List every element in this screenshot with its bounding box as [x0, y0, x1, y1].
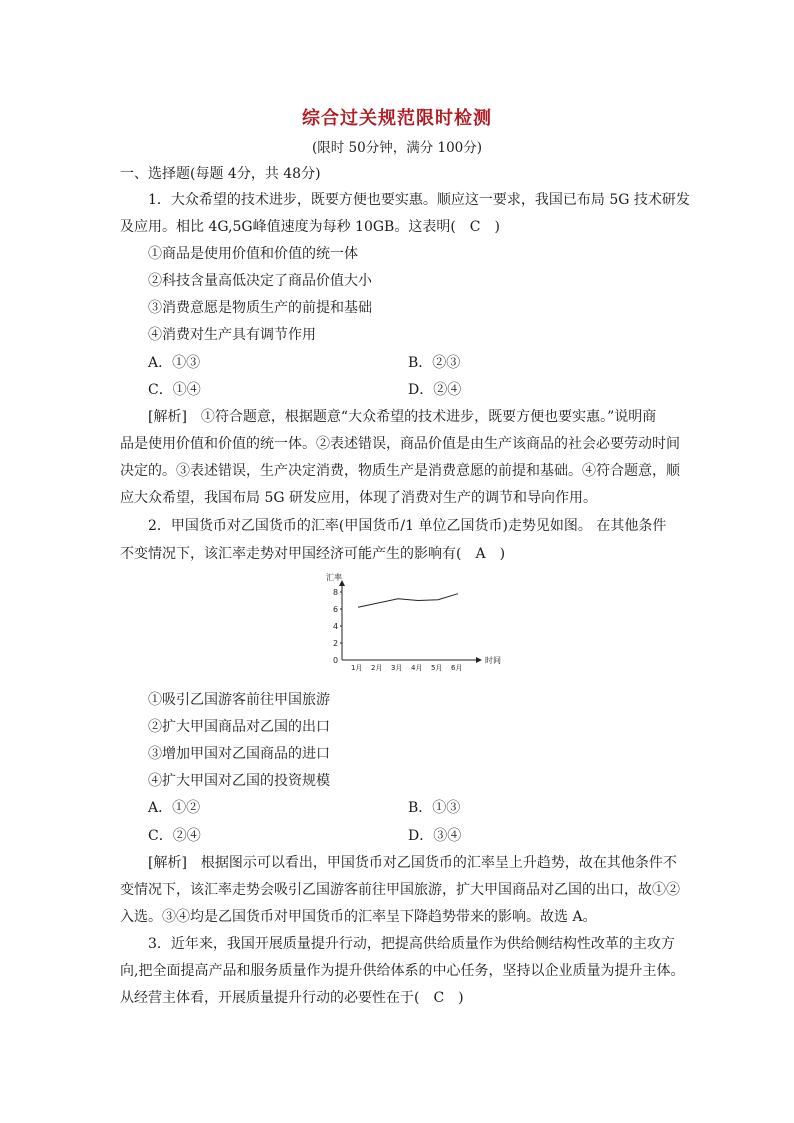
x-tick-label: 6月	[451, 664, 463, 672]
q2-option-b: B．①③	[408, 800, 461, 816]
q2-option-d: D．③④	[408, 828, 462, 844]
q2-explanation: 入选。③④均是乙国货币对甲国货币的汇率呈下降趋势带来的影响。故选 A。	[120, 909, 597, 925]
q3-stem-line: 从经营主体看，开展质量提升行动的必要性在于( C )	[120, 990, 464, 1006]
q2-stem-line: 2．甲国货币对乙国货币的汇率(甲国货币/1 单位乙国货币)走势见如图。 在其他条件	[148, 518, 667, 534]
q1-stem-line: 1．大众希望的技术进步，既要方便也要实惠。顺应这一要求，我国已布局 5G 技术研发	[148, 192, 690, 208]
q1-option-a: A．①③	[148, 355, 201, 371]
q1-statement: ①商品是使用价值和价值的统一体	[148, 246, 358, 262]
y-tick-label: 8	[333, 588, 339, 597]
x-tick-label: 5月	[431, 664, 443, 672]
x-tick-label: 2月	[371, 664, 383, 672]
q2-statement: ②扩大甲国商品对乙国的出口	[148, 719, 330, 735]
q3-stem-line: 向,把全面提高产品和服务质量作为提升供给体系的中心任务，坚持以企业质量为提升主体。	[120, 963, 685, 979]
q1-option-b: B．②③	[408, 355, 461, 371]
q1-explanation: [解析] ①符合题意，根据题意“大众希望的技术进步，既要方便也要实惠。”说明商	[148, 409, 657, 425]
exchange-rate-line	[358, 594, 458, 608]
q2-stem-line: 不变情况下，该汇率走势对甲国经济可能产生的影响有( A )	[120, 546, 506, 562]
y-tick-label: 0	[333, 656, 339, 665]
q1-stem-line: 及应用。相比 4G,5G峰值速度为每秒 10GB。这表明( C )	[120, 219, 500, 235]
q2-option-c: C．②④	[148, 828, 201, 844]
y-tick-label: 4	[333, 622, 339, 631]
x-axis-arrow	[476, 657, 482, 663]
page-title: 综合过关规范限时检测	[302, 108, 492, 129]
q1-option-d: D．②④	[408, 382, 462, 398]
exchange-rate-chart	[300, 572, 520, 672]
q2-explanation: [解析] 根据图示可以看出，甲国货币对乙国货币的汇率呈上升趋势，故在其他条件不	[148, 855, 677, 871]
q2-statement: ①吸引乙国游客前往甲国旅游	[148, 692, 330, 708]
y-axis-label: 汇率	[326, 573, 342, 582]
q2-statement: ④扩大甲国对乙国的投资规模	[148, 773, 330, 789]
section-heading: 一、选择题(每题 4分，共 48分)	[120, 166, 321, 182]
y-tick-label: 6	[333, 605, 339, 614]
q1-option-c: C．①④	[148, 382, 201, 398]
q1-statement: ④消费对生产具有调节作用	[148, 327, 316, 343]
q1-statement: ②科技含量高低决定了商品价值大小	[148, 273, 372, 289]
x-axis-label: 时间	[485, 656, 501, 665]
q2-explanation: 变情况下，该汇率走势会吸引乙国游客前往甲国旅游，扩大甲国商品对乙国的出口，故①②	[120, 882, 680, 898]
y-tick-label: 2	[333, 639, 339, 648]
x-tick-label: 1月	[351, 664, 363, 672]
page-subtitle: (限时 50分钟，满分 100分)	[311, 140, 483, 156]
x-tick-label: 3月	[391, 664, 403, 672]
x-tick-label: 4月	[411, 664, 423, 672]
q1-explanation: 应大众希望，我国布局 5G 研发应用，体现了消费对生产的调节和导向作用。	[120, 490, 597, 506]
q1-explanation: 品是使用价值和价值的统一体。②表述错误，商品价值是由生产该商品的社会必要劳动时间	[120, 436, 680, 452]
q3-stem-line: 3．近年来，我国开展质量提升行动，把提高供给质量作为供给侧结构性改革的主攻方	[148, 936, 675, 952]
q2-option-a: A．①②	[148, 800, 201, 816]
q2-statement: ③增加甲国对乙国商品的进口	[148, 746, 330, 762]
q1-explanation: 决定的。③表述错误，生产决定消费，物质生产是消费意愿的前提和基础。④符合题意，顺	[120, 463, 680, 479]
q1-statement: ③消费意愿是物质生产的前提和基础	[148, 300, 372, 316]
